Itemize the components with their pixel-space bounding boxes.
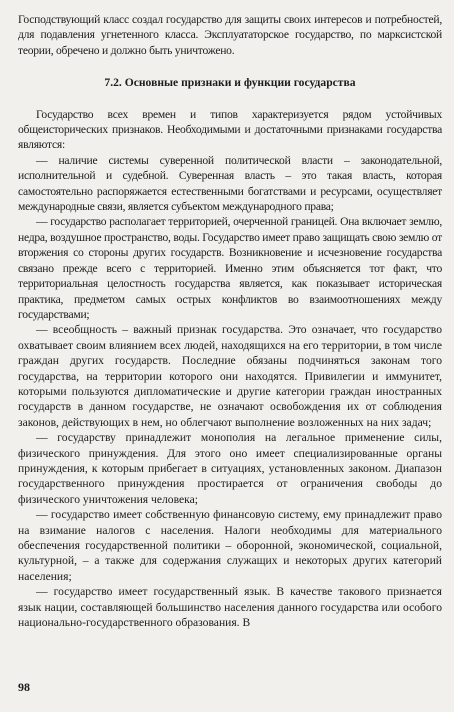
paragraph-3: — государство располагает территорией, очерченной границей. Она включает землю, недра, воздушное пространство, воды. Государство имеет право защищать свою землю от вторжения со стороны других государств. Возникновение и исчезновение государства связано прежде всего с территорией. Именно этим объясняется тот факт, что территориальная целостность государства является, как показывает историческая практика, предметом самых острых конфликтов во взаимоотношениях между государствами; [18, 215, 442, 321]
paragraph-5: — государству принадлежит монополия на легальное применение силы, физического принуждения. Для этого оно имеет специализированные органы принуждения, к которым прибегает в ситуациях, установленных законом. Диапазон государственного принуждения простирается от ограничения свободы до физического уничтожения человека; [18, 431, 442, 506]
paragraph-7: — государство имеет государственный язык. В качестве такового признается язык нации, составляющей большинство населения данного государства или особого национально-государственного образования. В [18, 585, 442, 630]
page-number: 98 [18, 680, 30, 694]
section-heading: 7.2. Основные признаки и функции государства [104, 76, 356, 90]
intro-paragraph: Господствующий класс создал государство для защиты своих интересов и потребностей, для подавления угнетенного класса. Эксплуататорское государство, по марксистской теории, обречено и должно быть уничтожено. [18, 13, 442, 57]
paragraph-4: — всеобщность – важный признак государства. Это означает, что государство охватывает своим влиянием всех людей, находящихся на его территории, в том числе граждан других государств. Последние обязаны подчиняться законам того государства, на территории которого они находятся. Привилегии и иммунитет, которыми пользуются дипломатические и другие категории граждан иностранных государств в данном государстве, не означают освобождения их от соблюдения законов, действующих в нем, но облегчают выполнение возложенных на них задач; [18, 323, 442, 429]
paragraph-1: Государство всех времен и типов характеризуется рядом устойчивых общеисторических признаков. Необходимыми и достаточными признаками государства являются: [18, 107, 442, 152]
paragraph-6: — государство имеет собственную финансовую систему, ему принадлежит право на взимание налогов с населения. Налоги необходимы для материального обеспечения государственной политики – оборонной, экономической, социальной, культурной, – а также для содержания служащих и некоторых других категорий населения; [18, 508, 442, 583]
paragraph-2: — наличие системы суверенной политической власти – законодательной, исполнительной и судебной. Суверенная власть – это такая власть, которая самостоятельно распоряжается естественными богатствами и ресурсами, осуществляет международные связи, является субъектом международного права; [18, 153, 442, 214]
page-text [18, 12, 442, 630]
